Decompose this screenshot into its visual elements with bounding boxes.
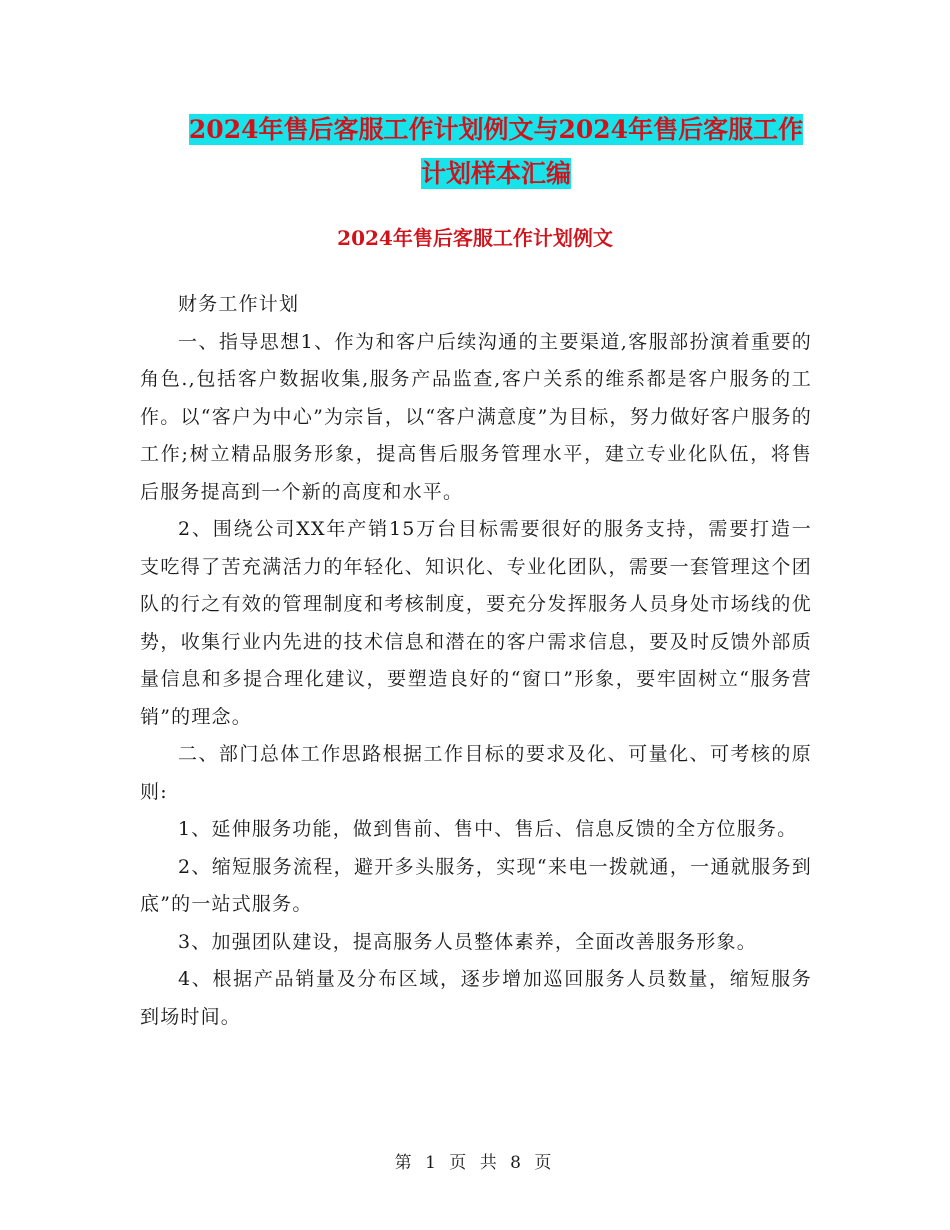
paragraph: 4、根据产品销量及分布区域，逐步增加巡回服务人员数量，缩短服务到场时间。 xyxy=(140,968,812,1028)
document-title-highlight-2: 计划样本汇编 xyxy=(420,159,571,188)
section-title: 2024年售后客服工作计划例文 xyxy=(337,226,613,250)
document-title-highlight-1: 2024年售后客服工作计划例文与2024年售后客服工作 xyxy=(188,115,804,144)
page-number-footer: 第 1 页 共 8 页 xyxy=(394,1153,556,1173)
paragraph-heading: 财务工作计划 xyxy=(178,293,300,315)
paragraph: 3、加强团队建设，提高服务人员整体素养，全面改善服务形象。 xyxy=(178,930,757,953)
paragraph: 2、缩短服务流程，避开多头服务，实现“来电一拨就通，一通就服务到底”的一站式服务。 xyxy=(140,855,812,915)
paragraph: 一、指导思想1、作为和客户后续沟通的主要渠道,客服部扮演着重要的角色.,包括客户数据收集,服务产品监查,客户关系的维系都是客户服务的工作。以“客户为中心”为宗旨，以“客户满意度”为目标，努力做好客户服务的工作;树立精品服务形象，提高售后服务管理水平，建立专业化队伍，将售后服务提高到一个新的高度和水平。 xyxy=(140,330,812,503)
paragraph: 二、部门总体工作思路根据工作目标的要求及化、可量化、可考核的原则: xyxy=(140,743,812,803)
paragraph: 1、延伸服务功能，做到售前、售中、售后、信息反馈的全方位服务。 xyxy=(178,818,798,840)
paragraph: 2、围绕公司XX年产销15万台目标需要很好的服务支持，需要打造一支吃得了苦充满活力的年轻化、知识化、专业化团队，需要一套管理这个团队的行之有效的管理制度和考核制度，要充分发挥服务人员身处市场线的优势，收集行业内先进的技术信息和潜在的客户需求信息，要及时反馈外部质量信息和多提合理化建议，要塑造良好的“窗口”形象，要牢固树立“服务营销”的理念。 xyxy=(140,518,812,728)
document-body xyxy=(140,286,812,1036)
document-title-line-1 xyxy=(140,108,852,152)
document-title-line-2 xyxy=(140,152,852,196)
